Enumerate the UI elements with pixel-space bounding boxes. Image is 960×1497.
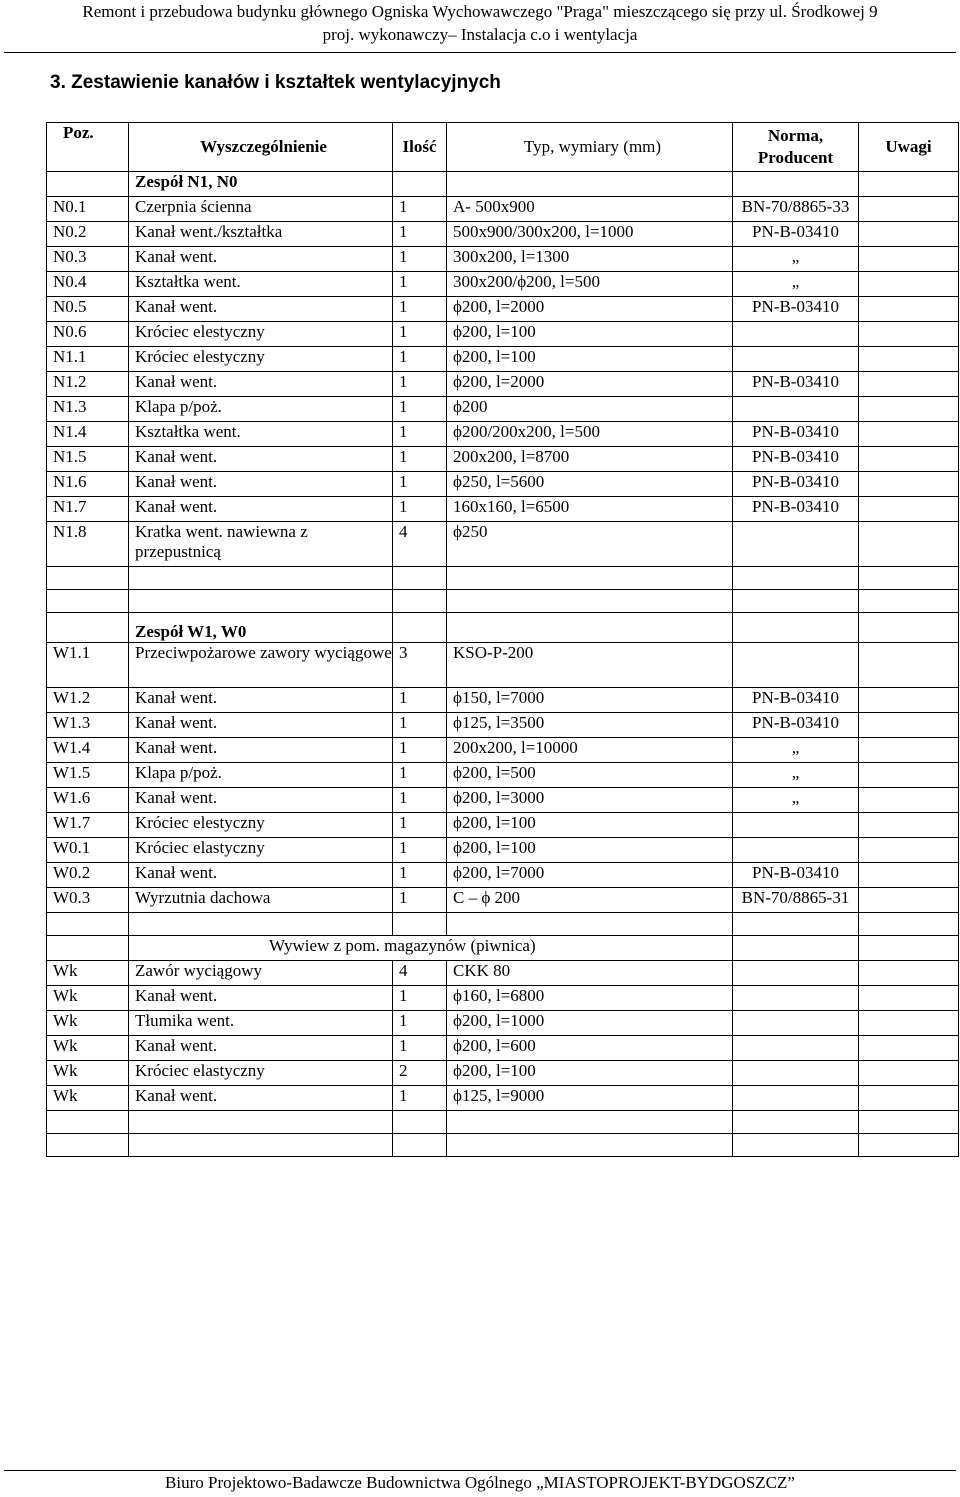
cell-norm: PN-B-03410 bbox=[733, 472, 859, 497]
cell-qty: 1 bbox=[393, 713, 447, 738]
table-row bbox=[47, 297, 959, 322]
cell-norm bbox=[733, 1061, 859, 1086]
cell-spec: Króciec elastyczny bbox=[129, 1061, 393, 1086]
cell-qty: 1 bbox=[393, 763, 447, 788]
cell-qty: 1 bbox=[393, 272, 447, 297]
table-row bbox=[47, 497, 959, 522]
cell-pos: Wk bbox=[47, 1011, 129, 1036]
cell-norm: PN-B-03410 bbox=[733, 447, 859, 472]
table-row bbox=[47, 688, 959, 713]
cell-norm: BN-70/8865-31 bbox=[733, 888, 859, 913]
cell-spec: Zawór wyciągowy bbox=[129, 961, 393, 986]
table-row bbox=[47, 713, 959, 738]
cell-qty: 2 bbox=[393, 1061, 447, 1086]
cell-norm: PN-B-03410 bbox=[733, 372, 859, 397]
table-row bbox=[47, 247, 959, 272]
cell-pos: Wk bbox=[47, 1086, 129, 1111]
table-row bbox=[47, 888, 959, 913]
footer-divider bbox=[4, 1470, 956, 1471]
header-norm: Norma, Producent bbox=[733, 123, 859, 172]
header-type: Typ, wymiary (mm) bbox=[447, 123, 733, 172]
cell-pos: W1.2 bbox=[47, 688, 129, 713]
cell-notes bbox=[859, 272, 959, 297]
table-row bbox=[47, 643, 959, 688]
blank-row bbox=[47, 913, 959, 936]
cell-spec: Klapa p/poż. bbox=[129, 397, 393, 422]
table-row bbox=[47, 813, 959, 838]
cell-qty: 1 bbox=[393, 247, 447, 272]
cell-qty: 1 bbox=[393, 472, 447, 497]
cell-pos: Wk bbox=[47, 1036, 129, 1061]
group-row-wk bbox=[47, 936, 959, 961]
cell-notes bbox=[859, 813, 959, 838]
cell-type: ϕ160, l=6800 bbox=[447, 986, 733, 1011]
cell-pos: N0.1 bbox=[47, 197, 129, 222]
cell-qty: 4 bbox=[393, 961, 447, 986]
table-row bbox=[47, 197, 959, 222]
cell-qty: 1 bbox=[393, 813, 447, 838]
cell-type: ϕ200, l=100 bbox=[447, 838, 733, 863]
cell-type: ϕ200, l=2000 bbox=[447, 297, 733, 322]
blank-row bbox=[47, 590, 959, 613]
cell-spec: Kanał went. bbox=[129, 1086, 393, 1111]
cell-spec: Kanał went. bbox=[129, 372, 393, 397]
table-row bbox=[47, 863, 959, 888]
cell-type: KSO-P-200 bbox=[447, 643, 733, 688]
cell-norm: PN-B-03410 bbox=[733, 422, 859, 447]
cell-pos: N0.4 bbox=[47, 272, 129, 297]
section-title: 3. Zestawienie kanałów i kształtek wentylacyjnych bbox=[50, 72, 501, 93]
cell-spec: Klapa p/poż. bbox=[129, 763, 393, 788]
cell-pos: N1.1 bbox=[47, 347, 129, 372]
cell-pos: N1.5 bbox=[47, 447, 129, 472]
cell-type: ϕ200/200x200, l=500 bbox=[447, 422, 733, 447]
table-row bbox=[47, 738, 959, 763]
table-row bbox=[47, 272, 959, 297]
cell-norm bbox=[733, 322, 859, 347]
cell-norm bbox=[733, 986, 859, 1011]
cell-notes bbox=[859, 522, 959, 567]
cell-type: CKK 80 bbox=[447, 961, 733, 986]
cell-type: ϕ200, l=100 bbox=[447, 322, 733, 347]
cell-norm: „ bbox=[733, 788, 859, 813]
cell-notes bbox=[859, 713, 959, 738]
cell-qty: 1 bbox=[393, 497, 447, 522]
table-row bbox=[47, 1036, 959, 1061]
cell-type: 200x200, l=10000 bbox=[447, 738, 733, 763]
cell-pos: W1.5 bbox=[47, 763, 129, 788]
cell-pos: N0.3 bbox=[47, 247, 129, 272]
header-pos: Poz. bbox=[47, 123, 129, 172]
cell-spec: Kanał went. bbox=[129, 472, 393, 497]
cell-norm bbox=[733, 838, 859, 863]
cell-qty: 1 bbox=[393, 863, 447, 888]
cell-pos: W1.4 bbox=[47, 738, 129, 763]
table-row bbox=[47, 1011, 959, 1036]
cell-notes bbox=[859, 863, 959, 888]
cell-norm bbox=[733, 813, 859, 838]
table-row bbox=[47, 447, 959, 472]
cell-qty: 1 bbox=[393, 422, 447, 447]
cell-spec: Kanał went./kształtka bbox=[129, 222, 393, 247]
cell-type: ϕ200, l=2000 bbox=[447, 372, 733, 397]
cell-type: ϕ200, l=7000 bbox=[447, 863, 733, 888]
cell-spec: Króciec elestyczny bbox=[129, 813, 393, 838]
cell-qty: 1 bbox=[393, 888, 447, 913]
table-row bbox=[47, 422, 959, 447]
table-row bbox=[47, 961, 959, 986]
cell-notes bbox=[859, 472, 959, 497]
cell-pos: N1.3 bbox=[47, 397, 129, 422]
cell-norm bbox=[733, 1036, 859, 1061]
cell-spec: Kanał went. bbox=[129, 1036, 393, 1061]
table-row bbox=[47, 788, 959, 813]
group-label: Wywiew z pom. magazynów (piwnica) bbox=[129, 936, 733, 961]
cell-norm: „ bbox=[733, 763, 859, 788]
cell-qty: 1 bbox=[393, 738, 447, 763]
cell-qty: 1 bbox=[393, 1036, 447, 1061]
cell-type: C – ϕ 200 bbox=[447, 888, 733, 913]
cell-notes bbox=[859, 247, 959, 272]
cell-spec: Króciec elestyczny bbox=[129, 322, 393, 347]
header-title: Remont i przebudowa budynku głównego Ogniska Wychowawczego "Praga" mieszczącego się przy ul. Środkowej 9 bbox=[82, 2, 878, 21]
header-qty: Ilość bbox=[393, 123, 447, 172]
group-row-w bbox=[47, 613, 959, 643]
cell-pos: Wk bbox=[47, 961, 129, 986]
cell-norm bbox=[733, 397, 859, 422]
cell-norm: „ bbox=[733, 272, 859, 297]
cell-spec: Króciec elastyczny bbox=[129, 838, 393, 863]
cell-norm: PN-B-03410 bbox=[733, 297, 859, 322]
cell-spec: Kanał went. bbox=[129, 688, 393, 713]
cell-notes bbox=[859, 372, 959, 397]
page-header bbox=[0, 0, 960, 46]
cell-type: 300x200/ϕ200, l=500 bbox=[447, 272, 733, 297]
cell-qty: 4 bbox=[393, 522, 447, 567]
group-label: Zespół W1, W0 bbox=[129, 613, 393, 643]
cell-notes bbox=[859, 986, 959, 1011]
cell-norm: „ bbox=[733, 247, 859, 272]
cell-notes bbox=[859, 1061, 959, 1086]
cell-notes bbox=[859, 788, 959, 813]
cell-spec: Tłumika went. bbox=[129, 1011, 393, 1036]
cell-norm: PN-B-03410 bbox=[733, 713, 859, 738]
cell-spec: Króciec elestyczny bbox=[129, 347, 393, 372]
cell-pos: N1.8 bbox=[47, 522, 129, 567]
cell-norm: BN-70/8865-33 bbox=[733, 197, 859, 222]
cell-spec: Kanał went. bbox=[129, 863, 393, 888]
cell-notes bbox=[859, 961, 959, 986]
cell-spec: Kanał went. bbox=[129, 497, 393, 522]
cell-norm bbox=[733, 347, 859, 372]
cell-type: 160x160, l=6500 bbox=[447, 497, 733, 522]
cell-type: ϕ250, l=5600 bbox=[447, 472, 733, 497]
cell-norm bbox=[733, 643, 859, 688]
cell-notes bbox=[859, 322, 959, 347]
cell-type: ϕ200, l=100 bbox=[447, 1061, 733, 1086]
header-divider bbox=[4, 52, 956, 53]
cell-qty: 1 bbox=[393, 447, 447, 472]
cell-type: ϕ200 bbox=[447, 397, 733, 422]
cell-qty: 1 bbox=[393, 197, 447, 222]
cell-type: 300x200, l=1300 bbox=[447, 247, 733, 272]
cell-notes bbox=[859, 347, 959, 372]
cell-notes bbox=[859, 838, 959, 863]
cell-pos: W0.3 bbox=[47, 888, 129, 913]
cell-spec: Przeciwpożarowe zawory wyciągowe bbox=[129, 643, 393, 688]
cell-pos: N0.2 bbox=[47, 222, 129, 247]
cell-pos: N1.7 bbox=[47, 497, 129, 522]
cell-qty: 1 bbox=[393, 297, 447, 322]
cell-type: ϕ125, l=3500 bbox=[447, 713, 733, 738]
cell-pos: N1.2 bbox=[47, 372, 129, 397]
table-row bbox=[47, 347, 959, 372]
cell-spec: Kanał went. bbox=[129, 247, 393, 272]
cell-type: A- 500x900 bbox=[447, 197, 733, 222]
cell-qty: 1 bbox=[393, 347, 447, 372]
cell-spec: Czerpnia ścienna bbox=[129, 197, 393, 222]
cell-qty: 1 bbox=[393, 1086, 447, 1111]
cell-pos: W0.2 bbox=[47, 863, 129, 888]
cell-spec: Kanał went. bbox=[129, 788, 393, 813]
cell-pos: N1.6 bbox=[47, 472, 129, 497]
cell-spec: Kanał went. bbox=[129, 986, 393, 1011]
cell-notes bbox=[859, 422, 959, 447]
cell-spec: Kształtka went. bbox=[129, 422, 393, 447]
cell-pos: Wk bbox=[47, 1061, 129, 1086]
cell-qty: 1 bbox=[393, 222, 447, 247]
cell-type: ϕ200, l=100 bbox=[447, 347, 733, 372]
cell-pos: N0.6 bbox=[47, 322, 129, 347]
cell-spec: Wyrzutnia dachowa bbox=[129, 888, 393, 913]
ventilation-table bbox=[46, 122, 959, 1157]
cell-type: ϕ200, l=500 bbox=[447, 763, 733, 788]
cell-norm: PN-B-03410 bbox=[733, 222, 859, 247]
cell-spec: Kanał went. bbox=[129, 738, 393, 763]
cell-notes bbox=[859, 738, 959, 763]
table-row bbox=[47, 1086, 959, 1111]
table-row bbox=[47, 522, 959, 567]
cell-pos: N1.4 bbox=[47, 422, 129, 447]
cell-type: ϕ125, l=9000 bbox=[447, 1086, 733, 1111]
cell-qty: 1 bbox=[393, 372, 447, 397]
table-header-row bbox=[47, 123, 959, 172]
cell-notes bbox=[859, 497, 959, 522]
cell-notes bbox=[859, 397, 959, 422]
cell-type: ϕ200, l=3000 bbox=[447, 788, 733, 813]
header-spec: Wyszczególnienie bbox=[129, 123, 393, 172]
blank-row bbox=[47, 1111, 959, 1134]
cell-norm: PN-B-03410 bbox=[733, 688, 859, 713]
cell-notes bbox=[859, 1011, 959, 1036]
cell-pos: W1.7 bbox=[47, 813, 129, 838]
cell-qty: 3 bbox=[393, 643, 447, 688]
header-notes: Uwagi bbox=[859, 123, 959, 172]
cell-pos: W0.1 bbox=[47, 838, 129, 863]
cell-spec: Kształtka went. bbox=[129, 272, 393, 297]
cell-notes bbox=[859, 688, 959, 713]
cell-spec: Kanał went. bbox=[129, 297, 393, 322]
cell-qty: 1 bbox=[393, 788, 447, 813]
cell-type: 500x900/300x200, l=1000 bbox=[447, 222, 733, 247]
cell-qty: 1 bbox=[393, 1011, 447, 1036]
cell-notes bbox=[859, 297, 959, 322]
cell-norm: PN-B-03410 bbox=[733, 497, 859, 522]
cell-norm bbox=[733, 522, 859, 567]
cell-type: ϕ150, l=7000 bbox=[447, 688, 733, 713]
cell-notes bbox=[859, 197, 959, 222]
group-label: Zespół N1, N0 bbox=[129, 172, 393, 197]
table-row bbox=[47, 763, 959, 788]
cell-norm bbox=[733, 1011, 859, 1036]
cell-notes bbox=[859, 763, 959, 788]
cell-qty: 1 bbox=[393, 322, 447, 347]
cell-norm: PN-B-03410 bbox=[733, 863, 859, 888]
cell-pos: W1.1 bbox=[47, 643, 129, 688]
table-row bbox=[47, 322, 959, 347]
cell-norm bbox=[733, 1086, 859, 1111]
cell-notes bbox=[859, 222, 959, 247]
cell-pos: Wk bbox=[47, 986, 129, 1011]
cell-notes bbox=[859, 643, 959, 688]
table-row bbox=[47, 838, 959, 863]
cell-qty: 1 bbox=[393, 688, 447, 713]
cell-type: 200x200, l=8700 bbox=[447, 447, 733, 472]
cell-pos: W1.3 bbox=[47, 713, 129, 738]
table-row bbox=[47, 1061, 959, 1086]
cell-qty: 1 bbox=[393, 397, 447, 422]
cell-qty: 1 bbox=[393, 986, 447, 1011]
cell-spec: Kanał went. bbox=[129, 713, 393, 738]
blank-row bbox=[47, 1134, 959, 1157]
table-row bbox=[47, 472, 959, 497]
cell-pos: N0.5 bbox=[47, 297, 129, 322]
cell-notes bbox=[859, 888, 959, 913]
table-row bbox=[47, 397, 959, 422]
group-row-n bbox=[47, 172, 959, 197]
table-row bbox=[47, 222, 959, 247]
cell-type: ϕ200, l=600 bbox=[447, 1036, 733, 1061]
cell-qty: 1 bbox=[393, 838, 447, 863]
cell-type: ϕ200, l=100 bbox=[447, 813, 733, 838]
header-subtitle: proj. wykonawczy– Instalacja c.o i wentylacja bbox=[322, 25, 638, 44]
cell-type: ϕ200, l=1000 bbox=[447, 1011, 733, 1036]
page-footer: Biuro Projektowo-Badawcze Budownictwa Ogólnego „MIASTOPROJEKT-BYDGOSZCZ” bbox=[165, 1473, 795, 1492]
cell-norm bbox=[733, 961, 859, 986]
table-row bbox=[47, 372, 959, 397]
table-row bbox=[47, 986, 959, 1011]
cell-pos: W1.6 bbox=[47, 788, 129, 813]
cell-notes bbox=[859, 1036, 959, 1061]
cell-notes bbox=[859, 447, 959, 472]
cell-notes bbox=[859, 1086, 959, 1111]
cell-spec: Kanał went. bbox=[129, 447, 393, 472]
blank-row bbox=[47, 567, 959, 590]
cell-spec: Kratka went. nawiewna z przepustnicą bbox=[129, 522, 393, 567]
cell-norm: „ bbox=[733, 738, 859, 763]
cell-type: ϕ250 bbox=[447, 522, 733, 567]
